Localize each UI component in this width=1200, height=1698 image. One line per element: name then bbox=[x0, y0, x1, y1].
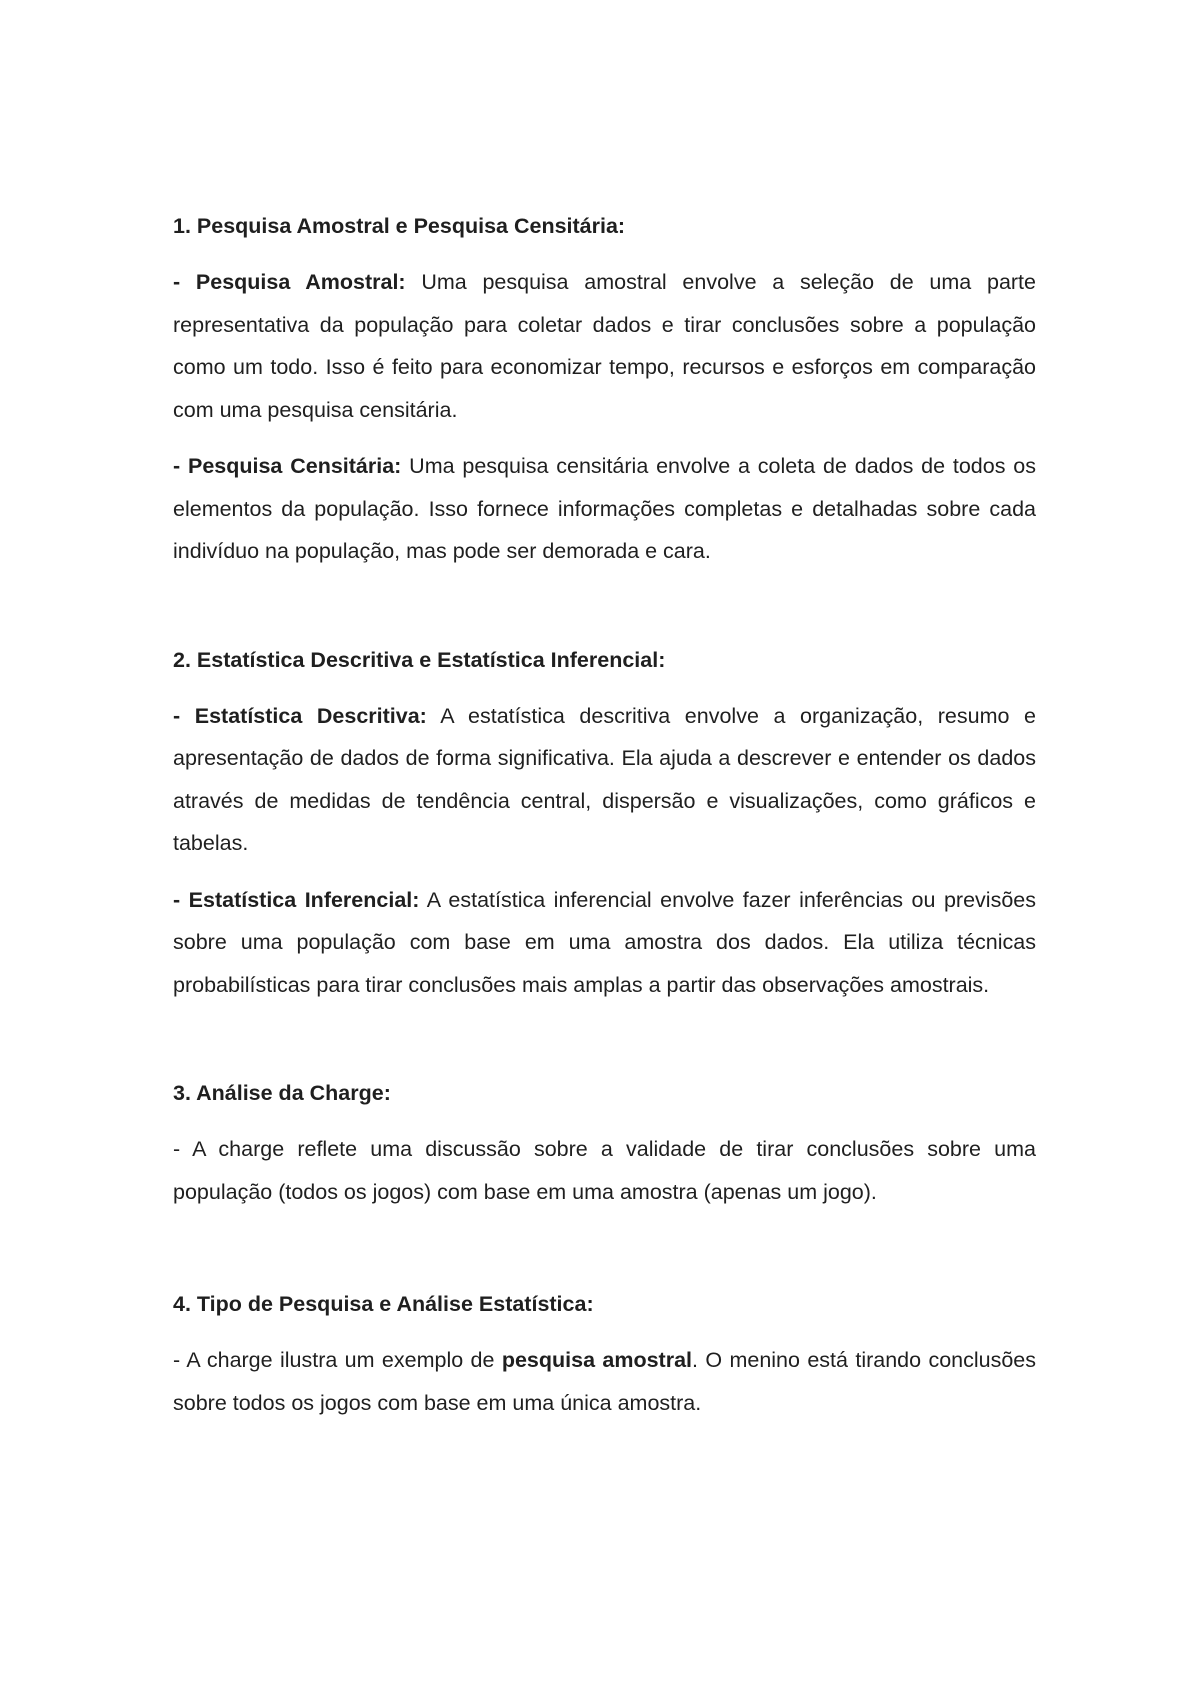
section-3 bbox=[173, 1072, 1036, 1213]
paragraph-text: - A charge reflete uma discussão sobre a validade de tirar conclusões sobre uma população (todos os jogos) com base em uma amostra (apenas um jogo). bbox=[173, 1137, 1036, 1204]
section-heading: 3. Análise da Charge: bbox=[173, 1081, 391, 1105]
section-2 bbox=[173, 639, 1036, 1007]
term-label: - Estatística Inferencial: bbox=[173, 887, 420, 912]
term-label: - Estatística Descritiva: bbox=[173, 703, 427, 728]
document-page bbox=[173, 205, 1036, 1490]
section-heading: 4. Tipo de Pesquisa e Análise Estatística: bbox=[173, 1292, 594, 1316]
paragraph-text-before: - A charge ilustra um exemplo de bbox=[173, 1348, 502, 1372]
term-label: - Pesquisa Censitária: bbox=[173, 454, 402, 478]
paragraph-analise-charge bbox=[173, 1128, 1036, 1213]
paragraph-pesquisa-censitaria bbox=[173, 445, 1036, 573]
paragraph-text-after: . O menino está tirando conclusões sobre todos os jogos com base em uma única amostra. bbox=[173, 1348, 1037, 1415]
section-heading: 1. Pesquisa Amostral e Pesquisa Censitária: bbox=[173, 214, 626, 238]
term-label: - Pesquisa Amostral: bbox=[173, 270, 406, 294]
term-definition: A estatística descritiva envolve a organização, resumo e apresentação de dados de forma significativa. Ela ajuda a descrever e entender os dados através de medidas de tendência central, dispersão e visualizações, como gráficos e tabelas. bbox=[173, 703, 1036, 855]
term-definition: Uma pesquisa amostral envolve a seleção de uma parte representativa da população para coletar dados e tirar conclusões sobre a população como um todo. Isso é feito para economizar tempo, recursos e esforços em comparação com uma pesquisa censitária. bbox=[173, 270, 1036, 422]
section-heading: 2. Estatística Descritiva e Estatística Inferencial: bbox=[173, 647, 666, 672]
emphasis-term: pesquisa amostral bbox=[501, 1348, 693, 1372]
paragraph-estatistica-inferencial bbox=[173, 879, 1036, 1007]
paragraph-tipo-pesquisa bbox=[173, 1339, 1036, 1424]
term-definition: A estatística inferencial envolve fazer inferências ou previsões sobre uma população com base em uma amostra dos dados. Ela utiliza técnicas probabilísticas para tirar conclusões mais amplas a partir das observações amostrais. bbox=[173, 887, 1036, 997]
section-4 bbox=[173, 1283, 1036, 1424]
term-definition: Uma pesquisa censitária envolve a coleta de dados de todos os elementos da população. Isso fornece informações completas e detalhadas sobre cada indivíduo na população, mas pode ser demorada e cara. bbox=[173, 454, 1037, 563]
section-1 bbox=[173, 205, 1036, 573]
paragraph-pesquisa-amostral bbox=[173, 261, 1036, 431]
paragraph-estatistica-descritiva bbox=[173, 695, 1036, 865]
